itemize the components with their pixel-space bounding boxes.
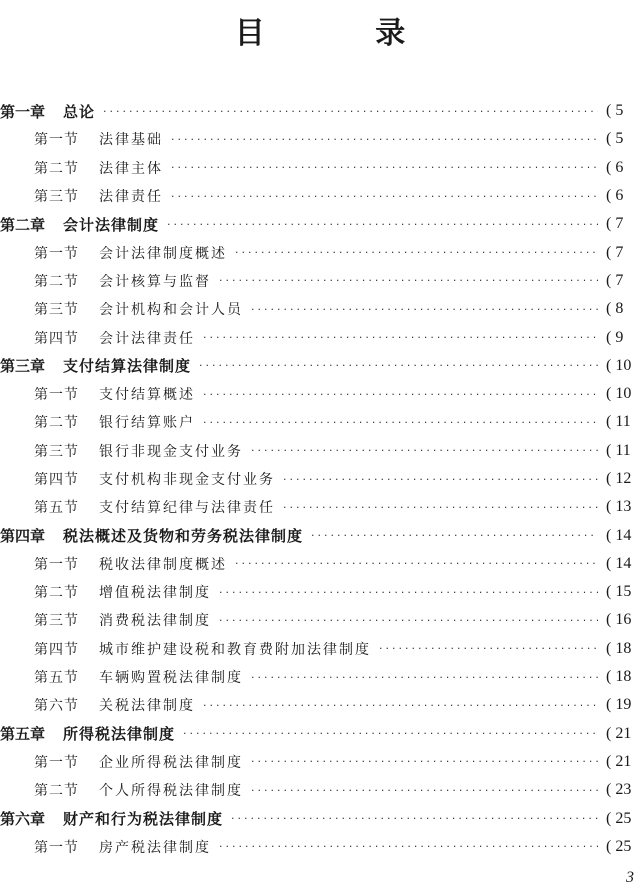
- toc-section-entry[interactable]: [0, 493, 640, 521]
- entry-title: 消费税法律制度: [99, 613, 211, 630]
- dot-leader: [311, 530, 598, 541]
- entry-number: 第四节: [34, 472, 79, 488]
- entry-number: 第三节: [34, 189, 79, 206]
- toc-section-entry[interactable]: [0, 465, 640, 493]
- entry-title: 总论: [63, 102, 96, 121]
- toc-chapter-entry[interactable]: [0, 521, 640, 549]
- toc-chapter-entry[interactable]: [0, 720, 640, 748]
- entry-number: 第一节: [34, 754, 79, 771]
- entry-title: 法律基础: [99, 132, 163, 149]
- entry-page: ( 7: [606, 243, 624, 261]
- dot-leader: [251, 445, 598, 456]
- toc-section-entry[interactable]: [0, 578, 640, 606]
- dot-leader: [219, 615, 598, 626]
- entry-page: ( 21: [606, 752, 632, 770]
- dot-leader: [251, 304, 598, 315]
- entry-number: 第三节: [34, 613, 79, 630]
- entry-title: 支付机构非现金支付业务: [99, 472, 275, 488]
- dot-leader: [167, 219, 598, 230]
- toc-section-entry[interactable]: [0, 691, 640, 719]
- entry-number: 第二节: [34, 783, 79, 800]
- entry-number: 第六章: [0, 810, 46, 829]
- entry-title: 会计法律责任: [99, 330, 195, 347]
- dot-leader: [251, 756, 598, 767]
- entry-page: ( 14: [606, 554, 632, 572]
- toc-section-entry[interactable]: [0, 182, 640, 210]
- entry-page: ( 6: [606, 187, 624, 205]
- entry-page: ( 12: [606, 470, 632, 487]
- entry-page: ( 15: [606, 583, 632, 601]
- toc-section-entry[interactable]: [0, 323, 640, 351]
- entry-page: ( 5: [606, 130, 624, 148]
- entry-number: 第一节: [34, 387, 79, 404]
- toc-section-entry[interactable]: [0, 238, 640, 266]
- toc-section-entry[interactable]: [0, 408, 640, 436]
- entry-number: 第一节: [34, 132, 79, 149]
- entry-number: 第二节: [34, 160, 79, 177]
- toc-chapter-entry[interactable]: [0, 804, 640, 832]
- entry-title: 关税法律制度: [99, 698, 195, 715]
- toc-section-entry[interactable]: [0, 748, 640, 776]
- entry-number: 第四节: [34, 330, 79, 347]
- entry-title: 法律主体: [99, 160, 163, 177]
- entry-number: 第五章: [0, 725, 46, 744]
- toc-section-entry[interactable]: [0, 295, 640, 323]
- toc-section-entry[interactable]: [0, 267, 640, 295]
- toc-section-entry[interactable]: [0, 776, 640, 804]
- dot-leader: [379, 643, 598, 654]
- dot-leader: [203, 332, 598, 343]
- dot-leader: [251, 672, 598, 683]
- dot-leader: [219, 275, 598, 286]
- dot-leader: [219, 587, 598, 598]
- entry-page: ( 25: [606, 837, 632, 855]
- entry-page: ( 10: [606, 385, 632, 403]
- entry-page: ( 5: [606, 102, 624, 120]
- dot-leader: [235, 558, 598, 569]
- entry-title: 城市维护建设税和教育费附加法律制度: [99, 641, 371, 658]
- entry-title: 财产和行为税法律制度: [63, 810, 224, 829]
- entry-page: ( 16: [606, 611, 632, 629]
- entry-title: 法律责任: [99, 189, 163, 206]
- toc-section-entry[interactable]: [0, 550, 640, 578]
- entry-title: 支付结算概述: [99, 387, 195, 404]
- dot-leader: [231, 813, 598, 824]
- entry-page: ( 18: [606, 639, 632, 657]
- entry-title: 税法概述及货物和劳务税法律制度: [63, 527, 304, 546]
- table-of-contents: [0, 97, 640, 861]
- entry-page: ( 6: [606, 158, 624, 176]
- entry-number: 第三节: [34, 443, 79, 460]
- toc-section-entry[interactable]: [0, 635, 640, 663]
- entry-page: ( 19: [606, 696, 632, 714]
- entry-number: 第一节: [34, 245, 79, 262]
- entry-title: 个人所得税法律制度: [99, 783, 243, 800]
- entry-number: 第一章: [0, 102, 46, 121]
- entry-page: ( 13: [606, 498, 632, 516]
- entry-page: ( 7: [606, 271, 624, 289]
- dot-leader: [103, 106, 598, 117]
- toc-section-entry[interactable]: [0, 380, 640, 408]
- dot-leader: [203, 417, 598, 428]
- dot-leader: [203, 700, 598, 711]
- entry-title: 银行结算账户: [99, 415, 195, 432]
- dot-leader: [171, 191, 598, 202]
- dot-leader: [283, 474, 598, 485]
- entry-number: 第三章: [0, 357, 46, 376]
- dot-leader: [251, 785, 598, 796]
- entry-page: ( 18: [606, 668, 632, 686]
- page-title: 目 录: [234, 16, 456, 51]
- dot-leader: [283, 502, 598, 513]
- dot-leader: [171, 134, 598, 145]
- entry-title: 所得税法律制度: [63, 725, 176, 744]
- entry-title: 支付结算纪律与法律责任: [99, 500, 275, 517]
- entry-number: 第二节: [34, 415, 79, 432]
- entry-title: 企业所得税法律制度: [99, 754, 243, 771]
- entry-number: 第六节: [34, 698, 79, 715]
- dot-leader: [183, 728, 598, 739]
- entry-title: 支付结算法律制度: [63, 357, 192, 376]
- entry-page: ( 14: [606, 526, 632, 544]
- entry-number: 第三节: [34, 302, 79, 319]
- toc-section-entry[interactable]: [0, 606, 640, 634]
- dot-leader: [203, 389, 598, 400]
- entry-page: ( 10: [606, 356, 632, 374]
- entry-number: 第二章: [0, 215, 46, 234]
- dot-leader: [219, 841, 598, 852]
- entry-title: 房产税法律制度: [99, 839, 211, 856]
- toc-section-entry[interactable]: [0, 437, 640, 465]
- toc-section-entry[interactable]: [0, 154, 640, 182]
- toc-chapter-entry[interactable]: [0, 210, 640, 238]
- toc-section-entry[interactable]: [0, 125, 640, 153]
- entry-page: ( 7: [606, 215, 624, 233]
- page-number: 3: [626, 869, 634, 886]
- entry-page: ( 9: [606, 328, 624, 346]
- toc-section-entry[interactable]: [0, 833, 640, 861]
- entry-number: 第一节: [34, 839, 79, 856]
- entry-title: 增值税法律制度: [99, 585, 211, 602]
- entry-title: 会计核算与监督: [99, 273, 211, 290]
- entry-page: ( 21: [606, 724, 632, 742]
- toc-section-entry[interactable]: [0, 663, 640, 691]
- entry-page: ( 11: [606, 441, 631, 459]
- entry-page: ( 8: [606, 300, 624, 318]
- entry-number: 第二节: [34, 585, 79, 602]
- entry-title: 银行非现金支付业务: [99, 443, 243, 460]
- dot-leader: [235, 247, 598, 258]
- entry-page: ( 11: [606, 413, 631, 431]
- entry-number: 第四节: [34, 641, 79, 658]
- entry-page: ( 25: [606, 809, 632, 827]
- entry-title: 税收法律制度概述: [99, 556, 227, 573]
- entry-page: ( 23: [606, 781, 632, 799]
- toc-chapter-entry[interactable]: [0, 97, 640, 125]
- dot-leader: [171, 162, 598, 173]
- toc-chapter-entry[interactable]: [0, 352, 640, 380]
- entry-title: 会计法律制度概述: [99, 245, 227, 262]
- dot-leader: [199, 360, 598, 371]
- entry-number: 第五节: [34, 500, 79, 517]
- entry-number: 第四章: [0, 527, 46, 546]
- entry-title: 会计机构和会计人员: [99, 302, 243, 319]
- entry-number: 第一节: [34, 556, 79, 573]
- entry-title: 会计法律制度: [63, 215, 160, 234]
- entry-title: 车辆购置税法律制度: [99, 670, 243, 687]
- entry-number: 第五节: [34, 670, 79, 687]
- entry-number: 第二节: [34, 273, 79, 290]
